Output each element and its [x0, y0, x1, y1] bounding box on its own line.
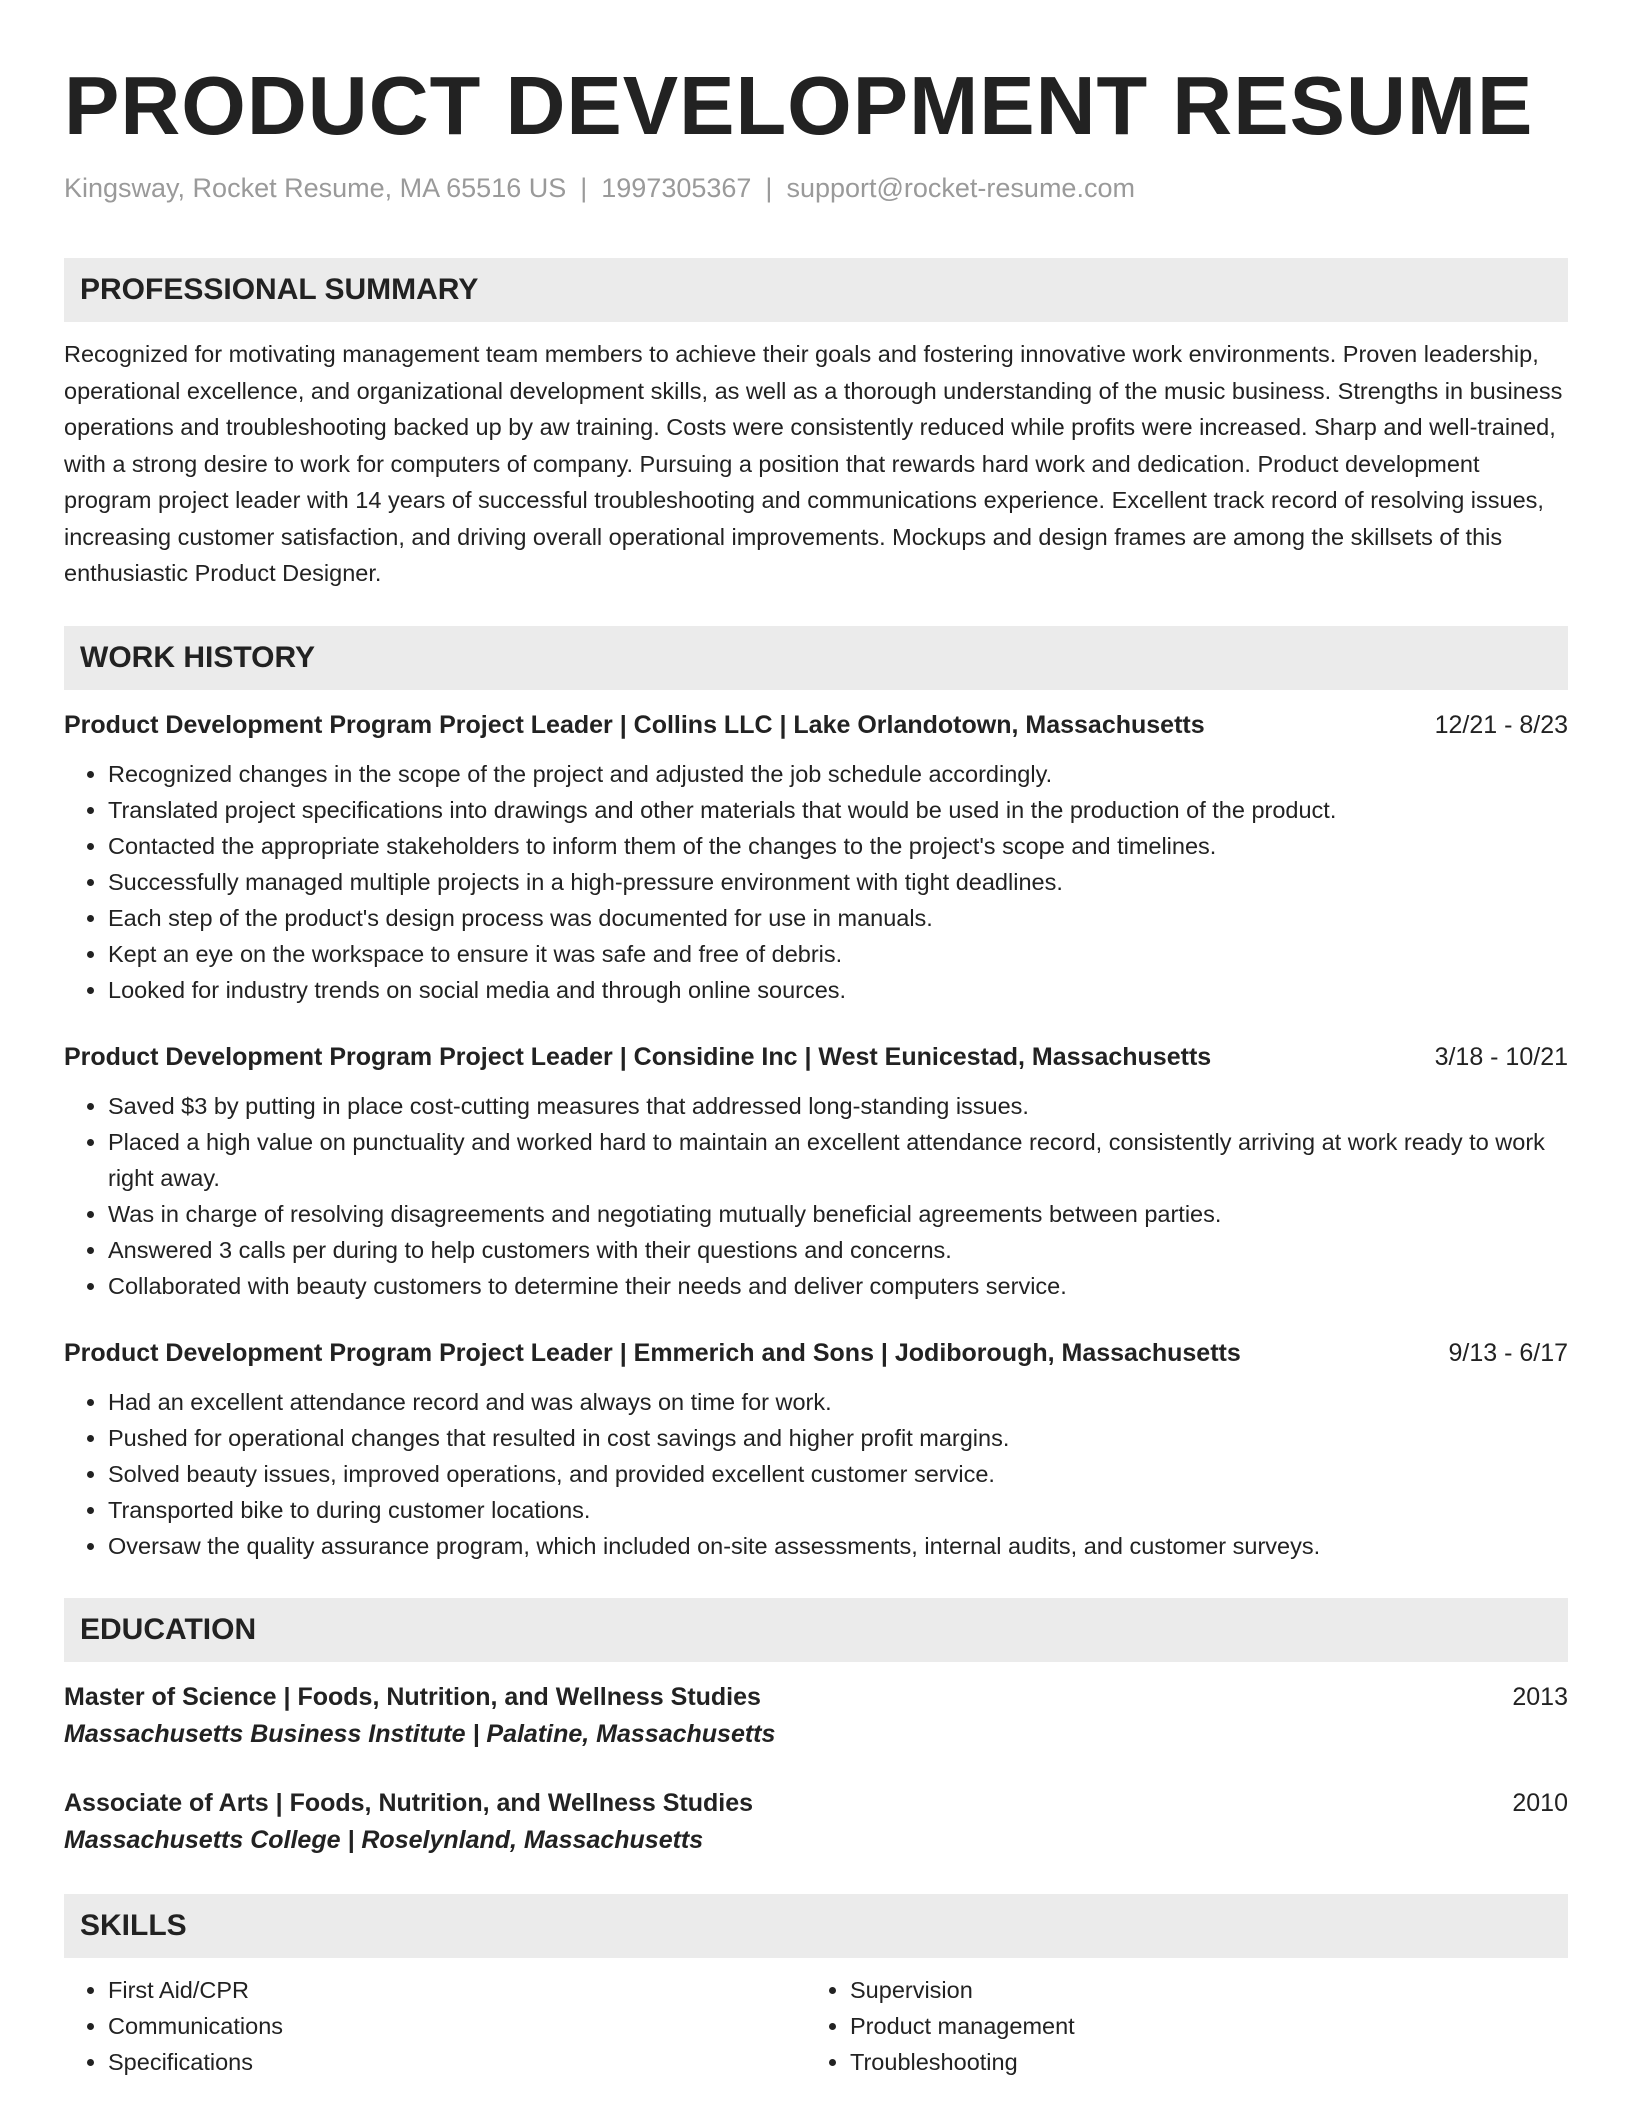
job-entry: [64, 708, 1568, 1008]
job-bullet: • Recognized changes in the scope of the project and adjusted the job schedule accordingly.: [108, 756, 1568, 792]
education-degree: Associate of Arts | Foods, Nutrition, and Wellness Studies: [64, 1788, 754, 1817]
job-bullet: • Each step of the product's design process was documented for use in manuals.: [108, 900, 1568, 936]
job-bullet: • Collaborated with beauty customers to determine their needs and deliver computers service.: [108, 1268, 1568, 1304]
skill-item: • Specifications: [108, 2044, 806, 2080]
job-dates: 3/18 - 10/21: [1434, 1042, 1568, 1071]
contact-separator: |: [765, 173, 773, 203]
job-header: [64, 708, 1568, 742]
job-dates: 9/13 - 6/17: [1448, 1338, 1568, 1367]
section-header-summary: PROFESSIONAL SUMMARY: [64, 258, 1568, 322]
contact-line: [64, 170, 1568, 206]
education-entry: [64, 1786, 1568, 1860]
job-bullet: • Solved beauty issues, improved operations, and provided excellent customer service.: [108, 1456, 1568, 1492]
skill-item: • Supervision: [850, 1972, 1548, 2008]
job-title: Product Development Program Project Leader | Emmerich and Sons | Jodiborough, Massachusetts: [64, 1338, 1241, 1367]
skill-item: • Communications: [108, 2008, 806, 2044]
job-bullet: • Kept an eye on the workspace to ensure it was safe and free of debris.: [108, 936, 1568, 972]
contact-separator: |: [580, 173, 588, 203]
job-bullet: • Had an excellent attendance record and was always on time for work.: [108, 1384, 1568, 1420]
job-bullets: [64, 756, 1568, 1008]
education-school: Massachusetts College | Roselynland, Massachusetts: [64, 1825, 704, 1854]
education-year: 2010: [1512, 1788, 1568, 1817]
resume-name: PRODUCT DEVELOPMENT RESUME: [64, 59, 1534, 152]
job-dates: 12/21 - 8/23: [1434, 710, 1568, 739]
section-header-work-history: WORK HISTORY: [64, 626, 1568, 690]
education-entry: [64, 1680, 1568, 1754]
job-bullet: • Was in charge of resolving disagreements and negotiating mutually beneficial agreements between parties.: [108, 1196, 1568, 1232]
job-bullet: • Answered 3 calls per during to help customers with their questions and concerns.: [108, 1232, 1568, 1268]
skills-column-right: [806, 1972, 1548, 2080]
section-header-education: EDUCATION: [64, 1598, 1568, 1662]
education-year: 2013: [1512, 1682, 1568, 1711]
job-bullet: • Contacted the appropriate stakeholders to inform them of the changes to the project's scope and timelines.: [108, 828, 1568, 864]
job-bullets: [64, 1088, 1568, 1304]
job-bullet: • Translated project specifications into drawings and other materials that would be used in the production of the product.: [108, 792, 1568, 828]
section-header-skills: SKILLS: [64, 1894, 1568, 1958]
job-title: Product Development Program Project Leader | Collins LLC | Lake Orlandotown, Massachusetts: [64, 710, 1205, 739]
job-entry: [64, 1336, 1568, 1564]
job-header: [64, 1040, 1568, 1074]
education-header: [64, 1786, 1568, 1820]
job-header: [64, 1336, 1568, 1370]
skills-column-left: [64, 1972, 806, 2080]
summary-text: Recognized for motivating management team members to achieve their goals and fostering innovative work environments. Proven leadership, operational excellence, and organizational development skills, as well as a thorough understanding of the music business. Strengths in business operations and troubleshooting backed up by aw training. Costs were consistently reduced while profits were increased. Sharp and well-trained, with a strong desire to work for computers of company. Pursuing a position that rewards hard work and dedication. Product development program project leader with 14 years of successful troubleshooting and communications experience. Excellent track record of resolving issues, increasing customer satisfaction, and driving overall operational improvements. Mockups and design frames are among the skillsets of this enthusiastic Product Designer.: [64, 341, 1563, 586]
job-bullet: • Transported bike to during customer locations.: [108, 1492, 1568, 1528]
job-bullet: • Successfully managed multiple projects in a high-pressure environment with tight deadlines.: [108, 864, 1568, 900]
job-bullets: [64, 1384, 1568, 1564]
job-bullet: • Looked for industry trends on social media and through online sources.: [108, 972, 1568, 1008]
education-school: Massachusetts Business Institute | Palatine, Massachusetts: [64, 1719, 776, 1748]
skill-item: • Troubleshooting: [850, 2044, 1548, 2080]
education-degree: Master of Science | Foods, Nutrition, and Wellness Studies: [64, 1682, 761, 1711]
job-title: Product Development Program Project Leader | Considine Inc | West Eunicestad, Massachusetts: [64, 1042, 1212, 1071]
job-bullet: • Pushed for operational changes that resulted in cost savings and higher profit margins.: [108, 1420, 1568, 1456]
job-bullet: • Placed a high value on punctuality and worked hard to maintain an excellent attendance record, consistently arriving at work ready to work right away.: [108, 1124, 1568, 1196]
skills-list: [64, 1972, 1568, 2080]
job-bullet: • Saved $3 by putting in place cost-cutting measures that addressed long-standing issues.: [108, 1088, 1568, 1124]
job-bullet: • Oversaw the quality assurance program, which included on-site assessments, internal audits, and customer surveys.: [108, 1528, 1568, 1564]
contact-phone: 1997305367: [601, 173, 752, 203]
job-entry: [64, 1040, 1568, 1304]
skill-item: • Product management: [850, 2008, 1548, 2044]
education-header: [64, 1680, 1568, 1714]
skill-item: • First Aid/CPR: [108, 1972, 806, 2008]
contact-address: Kingsway, Rocket Resume, MA 65516 US: [64, 173, 567, 203]
contact-email: support@rocket-resume.com: [786, 173, 1135, 203]
